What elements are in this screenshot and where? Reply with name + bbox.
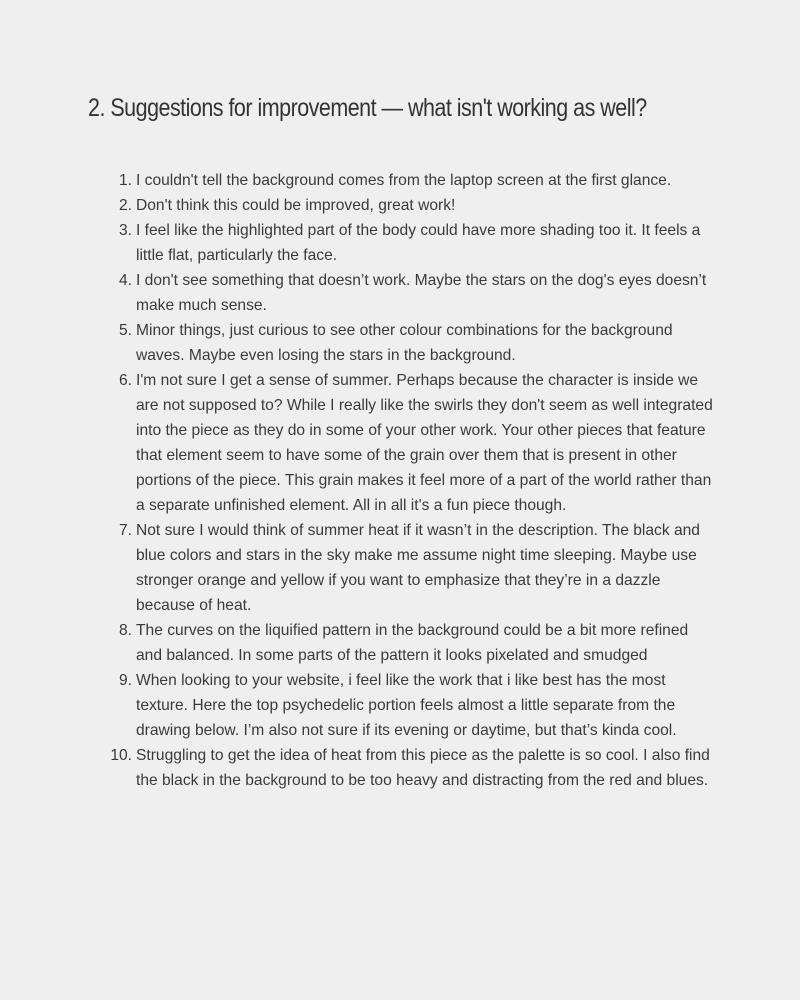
list-item-number: 7. [118,522,132,539]
list-item-number: 10. [110,747,132,764]
list-item-number: 6. [118,372,132,389]
list-item-number: 2. [118,197,132,214]
list-item-text: Struggling to get the idea of heat from this piece as the palette is so cool. I also find the black in the background to be too heavy and distracting from the red and blues. [136,747,710,789]
list-item-text: Minor things, just curious to see other colour combinations for the background waves. Maybe even losing the stars in the background. [136,322,673,364]
page-title: 2. Suggestions for improvement — what isn't working as well? [88,94,647,122]
list-item-number: 9. [118,672,132,689]
list-item-text: I couldn't tell the background comes from the laptop screen at the first glance. [136,172,672,189]
list-item [118,193,716,218]
list-item-text: I'm not sure I get a sense of summer. Perhaps because the character is inside we are not supposed to? While I really like the swirls they don't seem as well integrated into the piece as they do in some of your other work. Your other pieces that feature that element seem to have some of the grain over them that is present in other portions of the piece. This grain makes it feel more of a part of the world rather than a separate unfinished element. All in all it's a fun piece though. [136,372,713,514]
list-item-number: 3. [118,222,132,239]
list-item [118,268,716,318]
list-item [118,618,716,668]
list-item [110,743,716,793]
list-item-text: I don't see something that doesn’t work. Maybe the stars on the dog's eyes doesn’t make much sense. [136,272,707,314]
list-item-number: 8. [118,622,132,639]
list-item [118,318,716,368]
list-item-number: 5. [118,322,132,339]
feedback-list [110,168,716,793]
list-item-text: Not sure I would think of summer heat if it wasn’t in the description. The black and blue colors and stars in the sky make me assume night time sleeping. Maybe use stronger orange and yellow if you want to emphasize that they’re in a dazzle because of heat. [136,522,700,614]
list-item-text: Don't think this could be improved, great work! [136,197,456,214]
list-item [118,218,716,268]
list-item-number: 4. [118,272,132,289]
list-item [118,368,716,518]
list-item-text: The curves on the liquified pattern in the background could be a bit more refined and balanced. In some parts of the pattern it looks pixelated and smudged [136,622,689,664]
list-item [118,168,716,193]
list-item-text: When looking to your website, i feel like the work that i like best has the most texture. Here the top psychedelic portion feels almost a little separate from the drawing below. I’m also not sure if its evening or daytime, but that’s kinda cool. [136,672,677,739]
list-item-text: I feel like the highlighted part of the body could have more shading too it. It feels a little flat, particularly the face. [136,222,701,264]
list-item [118,518,716,618]
list-item-number: 1. [118,172,132,189]
list-item [118,668,716,743]
